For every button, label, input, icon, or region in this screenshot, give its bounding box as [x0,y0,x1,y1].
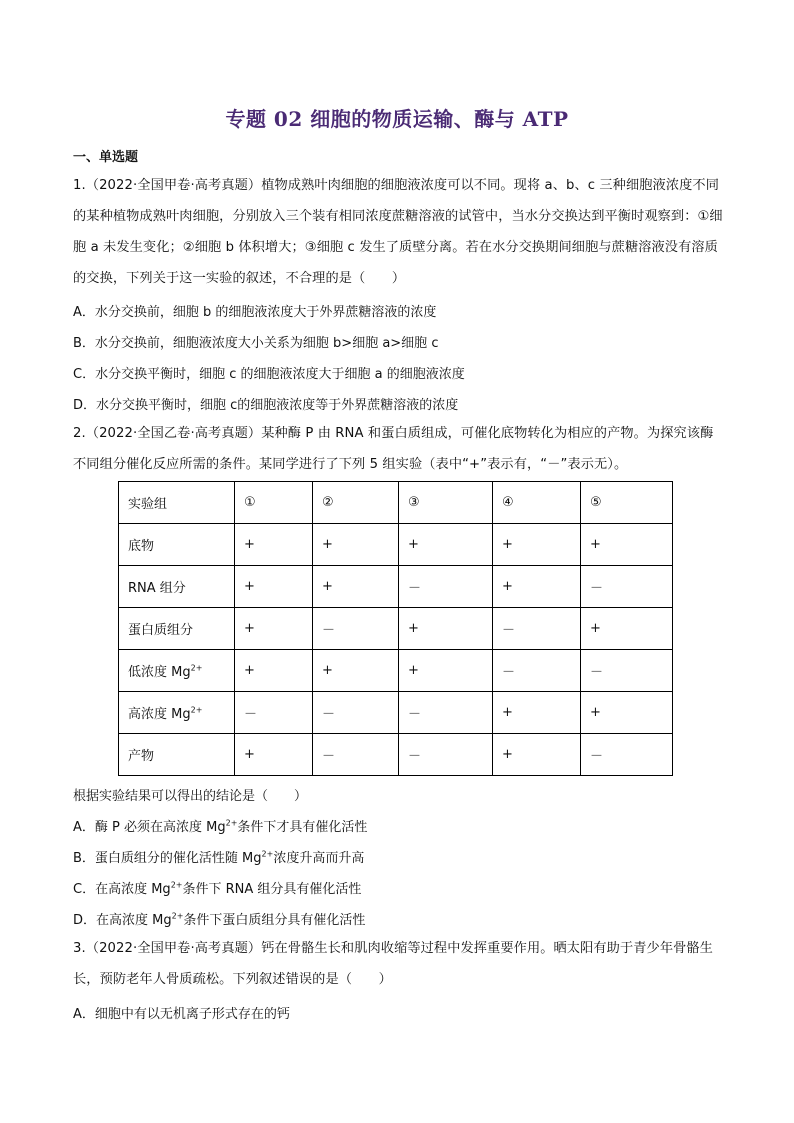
row-label: 低浓度 $Mg^{2+}$ [119,650,235,692]
table-cell: + [493,692,581,734]
table-header-cell: ③ [399,482,493,524]
question-2-option-b: B．蛋白质组分的催化活性随 $Mg^{2+}$浓度升高而升高 [73,849,365,866]
table-cell: + [313,566,399,608]
table-cell: + [235,734,313,776]
question-3-stem: 3.（2022·全国甲卷·高考真题）钙在骨骼生长和肌肉收缩等过程中发挥重要作用。晒太阳有助于青少年骨骼生长，预防老年人骨质疏松。下列叙述错误的是（ ） [73,941,713,987]
table-header-cell: ② [313,482,399,524]
table-cell: + [235,524,313,566]
table-cell: + [399,524,493,566]
question-1-option-b: B．水分交换前，细胞液浓度大小关系为细胞 b>细胞 a>细胞 c [73,336,439,351]
table-cell: － [581,734,673,776]
table-cell: + [399,650,493,692]
table-cell: + [235,650,313,692]
table-header-cell: ① [235,482,313,524]
table-cell: － [399,566,493,608]
table-cell: － [493,608,581,650]
table-cell: + [581,692,673,734]
row-label: RNA 组分 [119,566,235,608]
table-cell: + [493,566,581,608]
question-1-option-a: A．水分交换前，细胞 b 的细胞液浓度大于外界蔗糖溶液的浓度 [73,305,437,320]
table-header-cell: 实验组 [119,482,235,524]
question-1-stem: 1.（2022·全国甲卷·高考真题）植物成熟叶肉细胞的细胞液浓度可以不同。现将 a、b、c 三种细胞液浓度不同的某种植物成熟叶肉细胞，分别放入三个装有相同浓度蔗糖溶液的试管中，当水分交换达到平衡时观察到：①细胞 a 未发生变化；②细胞 b 体积增大；③细胞 c 发生了质壁分离。若在水分交换期间细胞与蔗糖溶液没有溶质的交换，下列关于这一实验的叙述，不合理的是（ ） [73,178,723,286]
question-2-option-d: D．在高浓度 $Mg^{2+}$条件下蛋白质组分具有催化活性 [73,911,366,928]
table-header-row [119,482,673,524]
table-cell: + [493,524,581,566]
table-row [119,734,673,776]
table-header-cell: ⑤ [581,482,673,524]
table-cell: － [581,566,673,608]
row-label: 产物 [119,734,235,776]
table-cell: － [581,650,673,692]
question-2-option-a: A．酶 P 必须在高浓度 $Mg^{2+}$条件下才具有催化活性 [73,818,368,835]
experiment-table [118,481,673,776]
section-heading: 一、单选题 [73,150,139,165]
table-cell: + [235,566,313,608]
table-cell: + [235,608,313,650]
row-label: 蛋白质组分 [119,608,235,650]
table-row [119,566,673,608]
table-row [119,692,673,734]
table-row [119,608,673,650]
row-label: 底物 [119,524,235,566]
table-cell: － [399,734,493,776]
question-3-option-a: A．细胞中有以无机离子形式存在的钙 [73,1007,290,1022]
question-2-prompt: 根据实验结果可以得出的结论是（ ） [73,789,308,804]
question-2-option-c: C．在高浓度 $Mg^{2+}$条件下 RNA 组分具有催化活性 [73,880,362,897]
question-1-option-d: D．水分交换平衡时，细胞 c的细胞液浓度等于外界蔗糖溶液的浓度 [73,398,459,413]
table-cell: + [581,608,673,650]
page-title: 专题 02 细胞的物质运输、酶与 ATP [225,107,569,131]
table-cell: － [235,692,313,734]
table-cell: + [493,734,581,776]
table-cell: + [399,608,493,650]
table-header-cell: ④ [493,482,581,524]
question-2-stem: 2.（2022·全国乙卷·高考真题）某种酶 P 由 RNA 和蛋白质组成，可催化底物转化为相应的产物。为探究该酶不同组分催化反应所需的条件。某同学进行了下列 5 组实验（表中“+”表示有，“－”表示无）。 [73,426,714,472]
table-cell: － [493,650,581,692]
table-cell: + [313,650,399,692]
table-row [119,524,673,566]
table-cell: － [399,692,493,734]
table-cell: + [581,524,673,566]
question-1-option-c: C．水分交换平衡时，细胞 c 的细胞液浓度大于细胞 a 的细胞液浓度 [73,367,465,382]
table-cell: － [313,608,399,650]
row-label: 高浓度 $Mg^{2+}$ [119,692,235,734]
table-row [119,650,673,692]
table-cell: － [313,692,399,734]
table-cell: － [313,734,399,776]
table-cell: + [313,524,399,566]
